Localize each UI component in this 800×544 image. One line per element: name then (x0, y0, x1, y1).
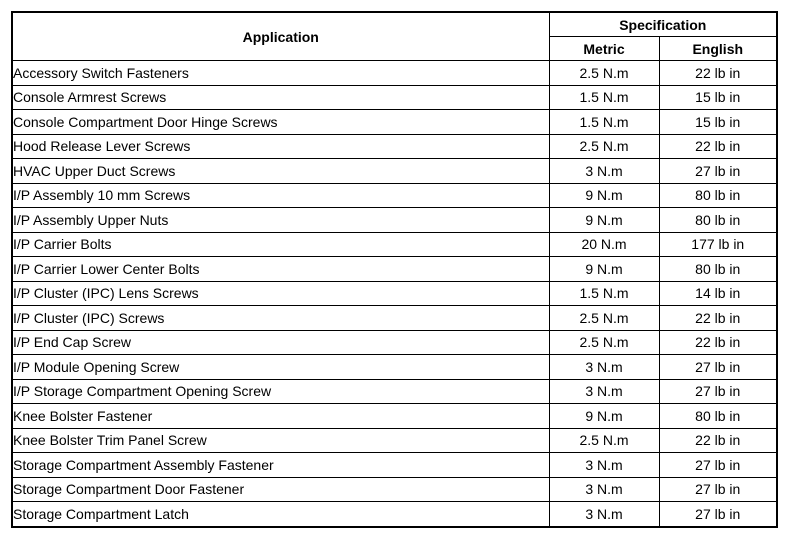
cell-application: I/P Cluster (IPC) Lens Screws (12, 281, 549, 306)
cell-metric: 3 N.m (549, 355, 659, 380)
table-row (12, 159, 777, 184)
cell-metric: 1.5 N.m (549, 85, 659, 110)
cell-english: 177 lb in (659, 232, 777, 257)
table-row (12, 208, 777, 233)
cell-metric: 2.5 N.m (549, 306, 659, 331)
cell-english: 22 lb in (659, 428, 777, 453)
table-row (12, 330, 777, 355)
cell-english: 22 lb in (659, 134, 777, 159)
table-row (12, 281, 777, 306)
cell-metric: 3 N.m (549, 159, 659, 184)
cell-english: 80 lb in (659, 404, 777, 429)
cell-application: I/P Carrier Bolts (12, 232, 549, 257)
cell-application: I/P Storage Compartment Opening Screw (12, 379, 549, 404)
cell-application: Knee Bolster Trim Panel Screw (12, 428, 549, 453)
table-row (12, 232, 777, 257)
cell-english: 27 lb in (659, 502, 777, 527)
cell-metric: 9 N.m (549, 183, 659, 208)
cell-english: 22 lb in (659, 306, 777, 331)
cell-application: Console Compartment Door Hinge Screws (12, 110, 549, 135)
table-row (12, 85, 777, 110)
cell-metric: 9 N.m (549, 257, 659, 282)
cell-application: I/P Assembly 10 mm Screws (12, 183, 549, 208)
cell-metric: 2.5 N.m (549, 134, 659, 159)
cell-metric: 20 N.m (549, 232, 659, 257)
cell-metric: 3 N.m (549, 477, 659, 502)
cell-english: 80 lb in (659, 183, 777, 208)
cell-metric: 3 N.m (549, 453, 659, 478)
cell-application: HVAC Upper Duct Screws (12, 159, 549, 184)
cell-metric: 3 N.m (549, 379, 659, 404)
cell-application: Hood Release Lever Screws (12, 134, 549, 159)
table-row (12, 502, 777, 527)
table-row (12, 110, 777, 135)
header-metric: Metric (549, 37, 659, 61)
cell-application: I/P Cluster (IPC) Screws (12, 306, 549, 331)
cell-english: 27 lb in (659, 379, 777, 404)
cell-metric: 3 N.m (549, 502, 659, 527)
cell-english: 14 lb in (659, 281, 777, 306)
cell-english: 27 lb in (659, 355, 777, 380)
table-row (12, 134, 777, 159)
cell-metric: 9 N.m (549, 404, 659, 429)
cell-metric: 9 N.m (549, 208, 659, 233)
cell-english: 15 lb in (659, 85, 777, 110)
table-row (12, 61, 777, 86)
torque-spec-table (11, 11, 778, 528)
table-row (12, 404, 777, 429)
cell-metric: 2.5 N.m (549, 61, 659, 86)
table-row (12, 428, 777, 453)
header-application: Application (12, 12, 549, 61)
cell-application: Knee Bolster Fastener (12, 404, 549, 429)
table-row (12, 453, 777, 478)
table-row (12, 183, 777, 208)
cell-english: 80 lb in (659, 208, 777, 233)
table-row (12, 477, 777, 502)
table-row (12, 355, 777, 380)
cell-metric: 2.5 N.m (549, 330, 659, 355)
table-row (12, 257, 777, 282)
cell-application: Accessory Switch Fasteners (12, 61, 549, 86)
cell-english: 22 lb in (659, 330, 777, 355)
cell-metric: 1.5 N.m (549, 110, 659, 135)
cell-english: 22 lb in (659, 61, 777, 86)
cell-metric: 2.5 N.m (549, 428, 659, 453)
table-row (12, 379, 777, 404)
header-specification: Specification (549, 12, 777, 37)
cell-application: I/P Module Opening Screw (12, 355, 549, 380)
cell-application: Storage Compartment Door Fastener (12, 477, 549, 502)
cell-application: I/P End Cap Screw (12, 330, 549, 355)
cell-application: Console Armrest Screws (12, 85, 549, 110)
cell-english: 80 lb in (659, 257, 777, 282)
cell-english: 27 lb in (659, 477, 777, 502)
cell-application: I/P Carrier Lower Center Bolts (12, 257, 549, 282)
cell-english: 27 lb in (659, 159, 777, 184)
cell-application: I/P Assembly Upper Nuts (12, 208, 549, 233)
table-row (12, 306, 777, 331)
cell-application: Storage Compartment Assembly Fastener (12, 453, 549, 478)
cell-metric: 1.5 N.m (549, 281, 659, 306)
cell-application: Storage Compartment Latch (12, 502, 549, 527)
header-english: English (659, 37, 777, 61)
header-row-top (12, 12, 777, 37)
cell-english: 15 lb in (659, 110, 777, 135)
cell-english: 27 lb in (659, 453, 777, 478)
